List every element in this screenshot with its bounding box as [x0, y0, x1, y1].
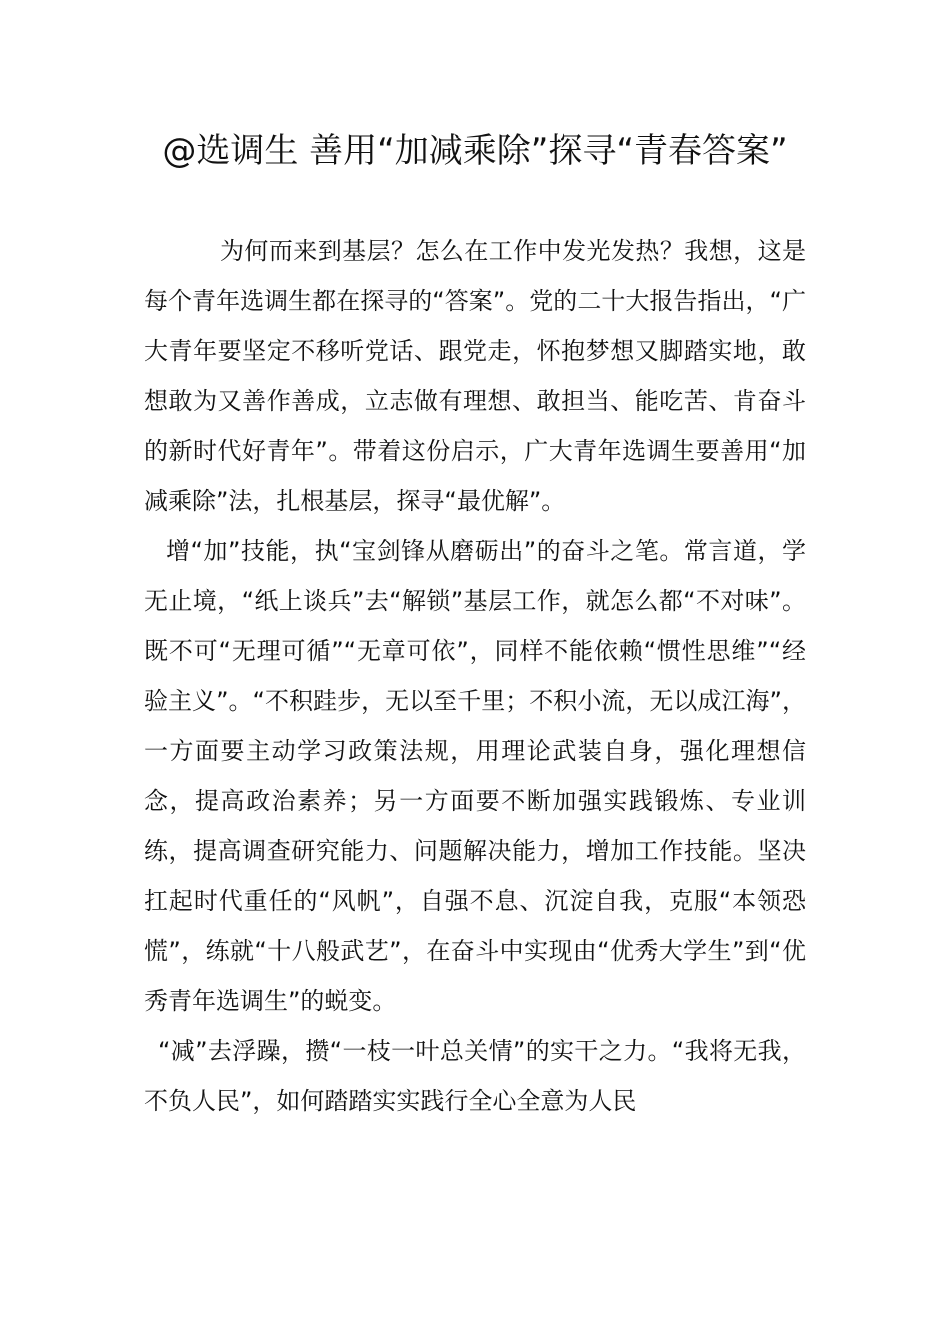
document-title: @选调生 善用“加减乘除”探寻“青春答案” [162, 131, 788, 171]
paragraph-intro: 为何而来到基层？怎么在工作中发光发热？我想，这是每个青年选调生都在探寻的“答案”。党的二十大报告指出，“广大青年要坚定不移听党话、跟党走，怀抱梦想又脚踏实地，敢想敢为又善作善成，立志做有理想、敢担当、能吃苦、肯奋斗的新时代好青年”。带着这份启示，广大青年选调生要善用“加减乘除”法，扎根基层，探寻“最优解”。 [144, 237, 806, 515]
document-body [144, 226, 806, 1126]
paragraph-subtract: “减”去浮躁，攒“一枝一叶总关情”的实干之力。“我将无我，不负人民”，如何踏踏实实践行全心全意为人民 [144, 1037, 806, 1115]
paragraph-add: 增“加”技能，执“宝剑锋从磨砺出”的奋斗之笔。常言道，学无止境，“纸上谈兵”去“解锁”基层工作，就怎么都“不对味”。既不可“无理可循”“无章可依”，同样不能依赖“惯性思维”“经验主义”。“不积跬步，无以至千里；不积小流，无以成江海”，一方面要主动学习政策法规，用理论武装自身，强化理想信念，提高政治素养；另一方面要不断加强实践锻炼、专业训练，提高调查研究能力、问题解决能力，增加工作技能。坚决扛起时代重任的“风帆”，自强不息、沉淀自我，克服“本领恐慌”，练就“十八般武艺”，在奋斗中实现由“优秀大学生”到“优秀青年选调生”的蜕变。 [144, 537, 806, 1015]
